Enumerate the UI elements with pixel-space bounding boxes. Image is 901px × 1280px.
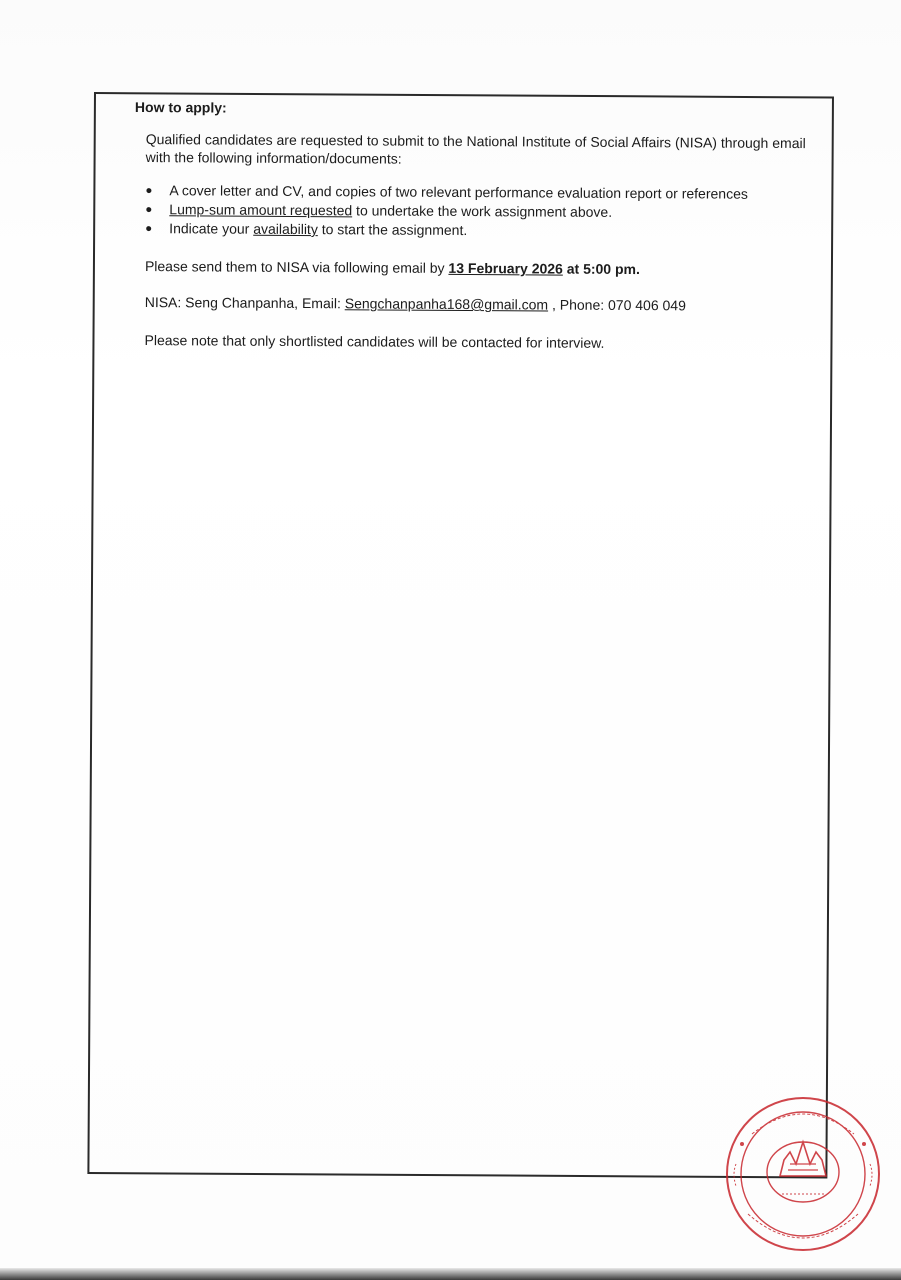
official-seal-icon [724,1094,882,1254]
bullet-icon [146,188,151,193]
bullet-icon [146,226,151,231]
deadline-prefix: Please send them to NISA via following email by [144,258,449,276]
contact-paragraph [145,293,815,315]
document-body [134,98,816,353]
deadline-time: at 5:00 pm. [562,260,640,278]
section-heading: How to apply: [134,98,227,116]
list-item-text: to start the assignment. [317,221,468,239]
deadline-paragraph [145,257,815,279]
bullet-icon [146,207,151,212]
requirements-list [145,181,815,242]
list-item-prefix: Indicate your [169,220,254,237]
list-item-text: to undertake the work assignment above. [352,202,613,220]
list-item-underlined: availability [253,220,318,238]
note-paragraph: Please note that only shortlisted candidates will be contacted for interview. [144,332,605,351]
intro-paragraph: Qualified candidates are requested to submit to the National Institute of Social Affairs (NISA) through email with the following information/documents: [145,131,806,167]
contact-email-link[interactable]: Sengchanpanha168@gmail.com [344,295,549,313]
contact-prefix: NISA: Seng Chanpanha, Email: [144,294,345,312]
list-item [145,219,815,242]
scan-edge [0,1268,901,1280]
deadline-date: 13 February 2026 [448,259,563,277]
list-item-text: A cover letter and CV, and copies of two relevant performance evaluation report or references [169,182,748,202]
contact-phone: , Phone: 070 406 049 [548,296,686,314]
list-item-underlined: Lump-sum amount requested [169,201,353,219]
